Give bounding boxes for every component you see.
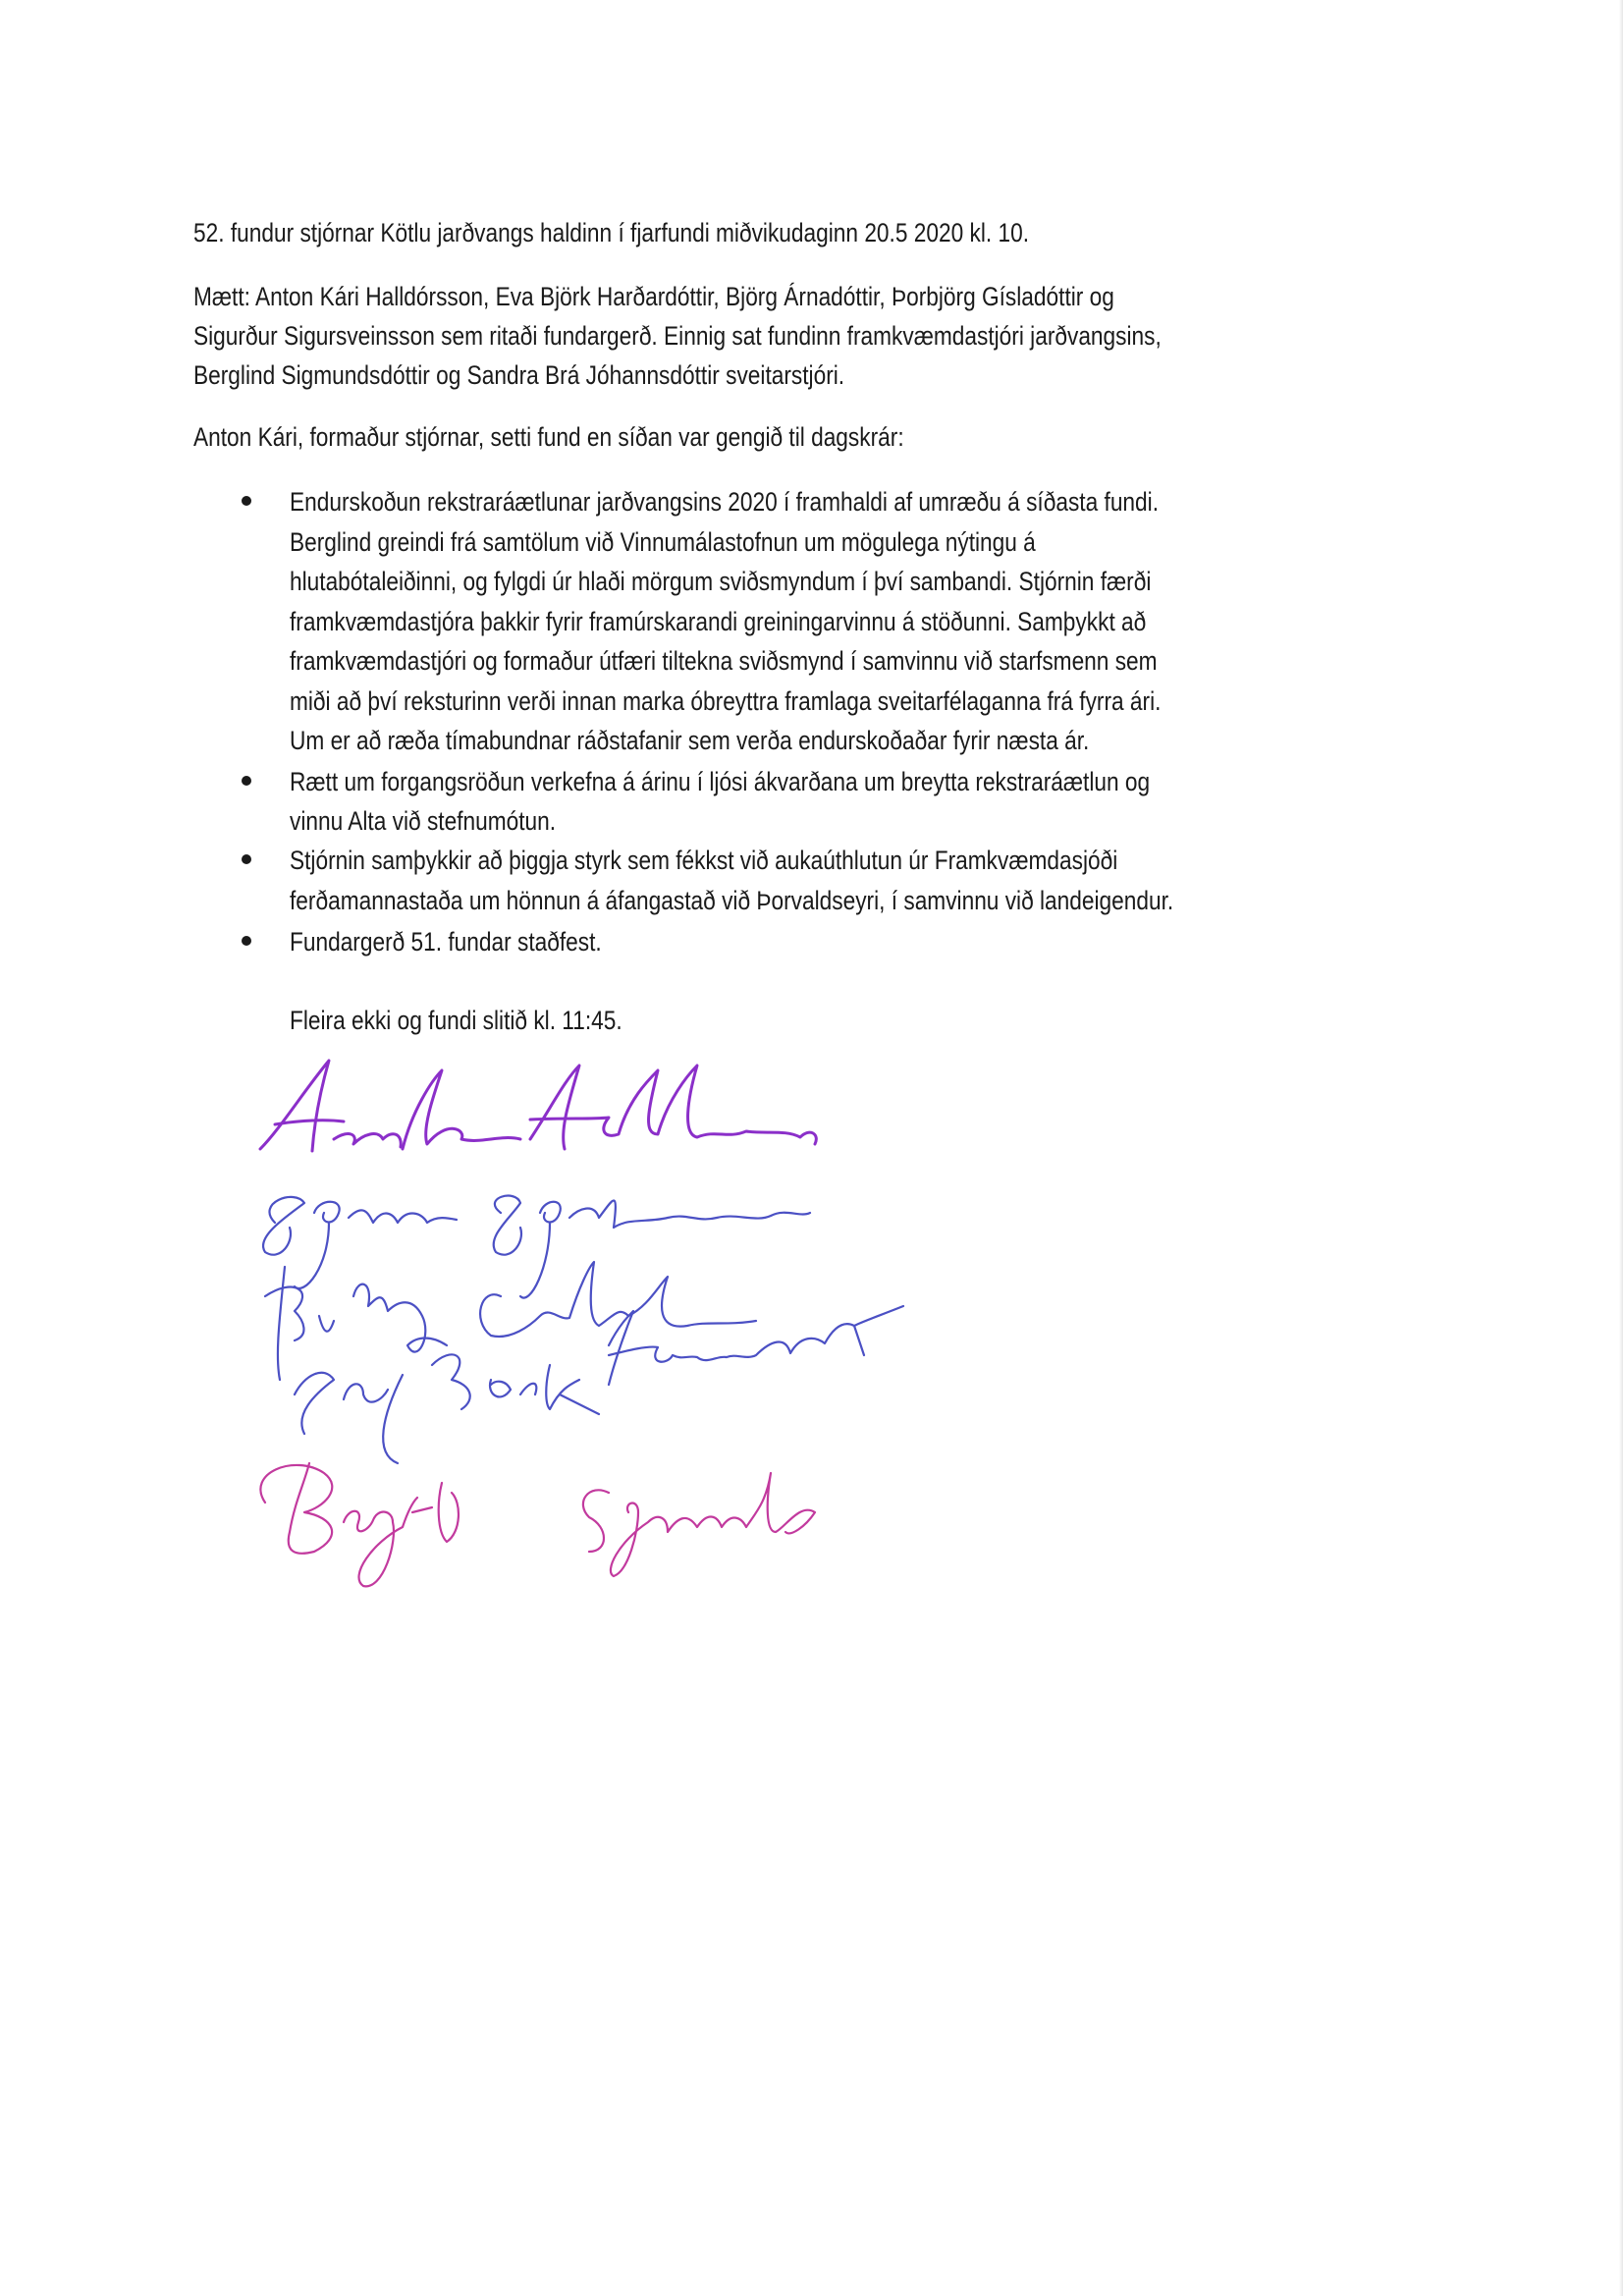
bullet-icon (242, 854, 251, 864)
agenda-item-1-line: miði að því reksturinn verði innan marka óbreyttra framlaga sveitarfélaganna frá fyrra ári. (290, 686, 1162, 716)
bullet-icon (242, 496, 251, 506)
agenda-item-3-line: ferðamannastaða um hönnun á áfangastað við Þorvaldseyri, í samvinnu við landeigendur. (290, 886, 1174, 915)
agenda-item-2-line: vinnu Alta við stefnumótun. (290, 806, 557, 836)
signature-sigurdur (263, 1196, 810, 1298)
signature-thorbjorg (265, 1262, 756, 1380)
attendance-line: Mætt: Anton Kári Halldórsson, Eva Björk Harðardóttir, Björg Árnadóttir, Þorbjörg Gísladóttir og (193, 282, 1114, 311)
agenda-item-4-line: Fundargerð 51. fundar staðfest. (290, 927, 602, 957)
closing-text: Fleira ekki og fundi slitið kl. 11:45. (290, 1006, 622, 1035)
attendance-line: Berglind Sigmundsdóttir og Sandra Brá Jóhannsdóttir sveitarstjóri. (193, 360, 845, 390)
agenda-item-1-line: hlutabótaleiðinni, og fylgdi úr hlaði mörgum sviðsmyndum í því sambandi. Stjórnin færði (290, 567, 1152, 596)
meeting-heading: 52. fundur stjórnar Kötlu jarðvangs haldinn í fjarfundi miðvikudaginn 20.5 2020 kl. 10. (193, 218, 1030, 247)
bullet-icon (242, 776, 251, 786)
scan-edge (1619, 0, 1623, 2296)
agenda-item-1-line: framkvæmdastjóra þakkir fyrir framúrskarandi greiningarvinnu á stöðunni. Samþykkt að (290, 607, 1147, 636)
agenda-item-1-line: Um er að ræða tímabundnar ráðstafanir sem verða endurskoðaðar fyrir næsta ár. (290, 726, 1090, 755)
agenda-item-1-line: framkvæmdastjóri og formaður útfæri tiltekna sviðsmynd í samvinnu við starfsmenn sem (290, 646, 1158, 676)
agenda-item-1-line: Endurskoðun rekstraráætlunar jarðvangsins 2020 í framhaldi af umræðu á síðasta fundi. (290, 487, 1160, 517)
signature-berglind (260, 1463, 815, 1586)
attendance-line: Sigurður Sigursveinsson sem ritaði fundargerð. Einnig sat fundinn framkvæmdastjóri jarðvangsins, (193, 321, 1162, 351)
agenda-item-2-line: Rætt um forgangsröðun verkefna á árinu í ljósi ákvarðana um breytta rekstraráætlun og (290, 767, 1151, 796)
signature-anton (260, 1061, 816, 1151)
signature-eva (295, 1306, 903, 1463)
bullet-icon (242, 936, 251, 946)
agenda-item-3-line: Stjórnin samþykkir að þiggja styrk sem fékkst við aukaúthlutun úr Framkvæmdasjóði (290, 846, 1118, 875)
opening-text: Anton Kári, formaður stjórnar, setti fund en síðan var gengið til dagskrár: (193, 422, 904, 452)
signatures-image (236, 1041, 982, 1620)
agenda-item-1-line: Berglind greindi frá samtölum við Vinnumálastofnun um mögulega nýtingu á (290, 527, 1036, 557)
